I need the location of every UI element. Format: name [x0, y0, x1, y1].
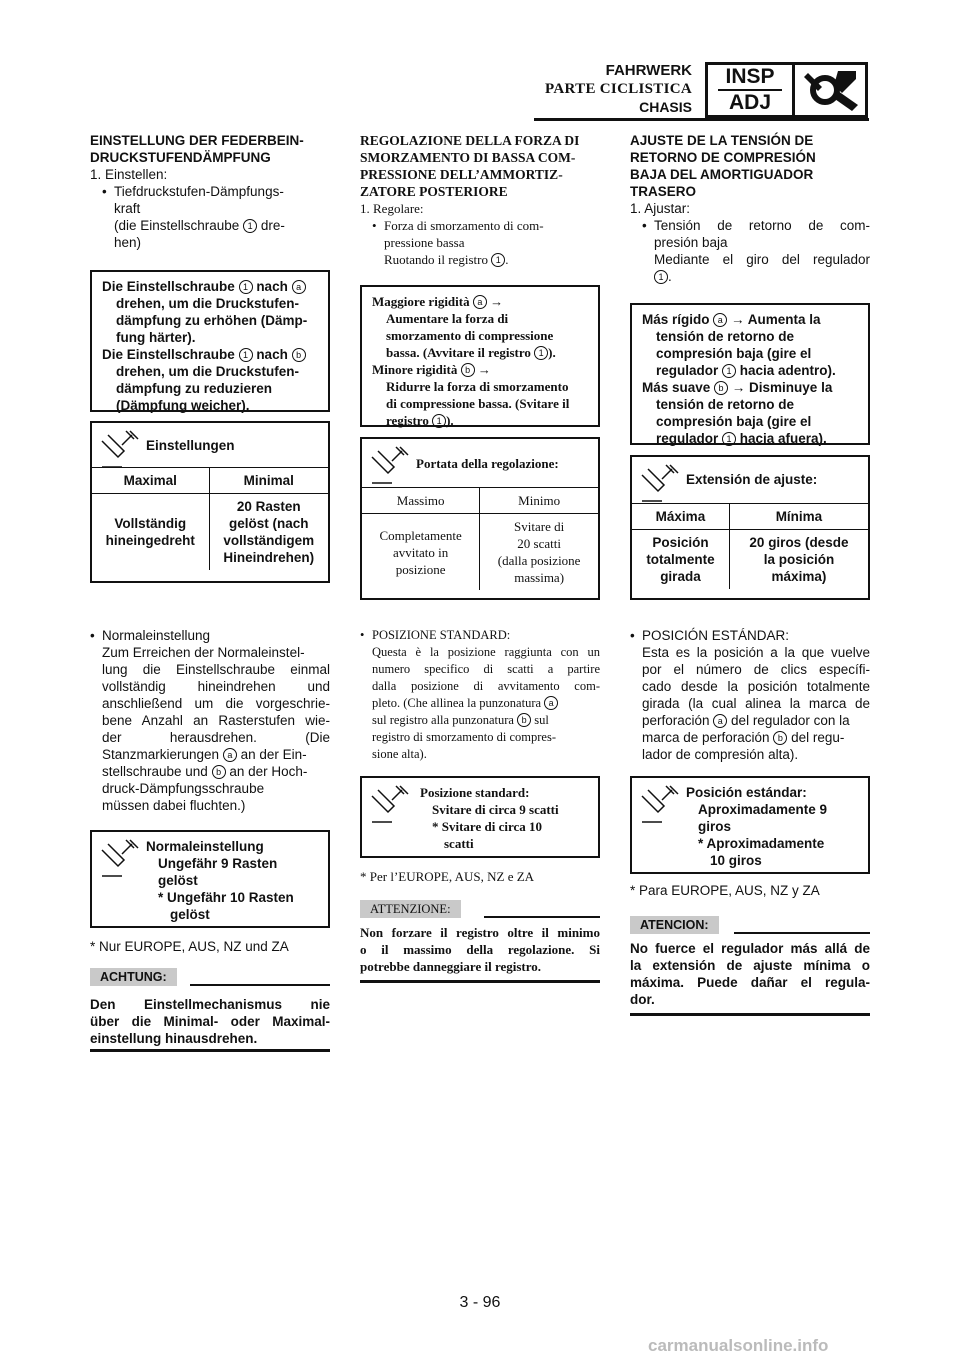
title-es: CHASIS: [639, 99, 692, 115]
caution-es: ATENCION:: [630, 916, 870, 934]
title-it: PARTE CICLISTICA: [545, 81, 692, 97]
spec-title-de: Einstellungen: [146, 438, 235, 453]
caution-text-es: No fuerce el regulador más allá de la extensión de ajuste mínima o máxima. Puede dañar el regula- dor.: [630, 941, 870, 1007]
badge-insp: INSP: [725, 65, 775, 88]
spec-table-de: Einstellungen Maximal Minimal Vollständig hineingedreht 20 Rasten gelöst (nach vollständigem Hineindrehen): [90, 421, 330, 583]
section-titles: [545, 62, 692, 116]
adjust-box-es: Más rígido a → Aumenta la tensión de retorno de compresión baja (gire el regulador 1 hacia adentro). Más suave b → Disminuye la tensión de retorno de compresión baja (gire el regulador 1 hacia afuera).: [630, 303, 870, 445]
badge-adj: ADJ: [728, 91, 771, 114]
caution-text-it: Non forzare il registro oltre il minimo o il massimo della regolazione. Si potrebbe danneggiare il registro.: [360, 925, 600, 974]
adjust-box-it: Maggiore rigidità a → Aumentare la forza di smorzamento di compressione bassa. (Avvitare il registro 1 ). Minore rigidità b → Ridurre la forza di smorzamento di compressione bassa. (Svitare il registro 1 ).: [360, 285, 600, 427]
footer-watermark: carmanualsonline.info: [648, 1336, 829, 1355]
spec-tool-icon: [98, 427, 142, 471]
spec-tool-icon: [98, 836, 142, 880]
wrench-icon: [795, 65, 865, 115]
caution-end-rule-es: [630, 1013, 870, 1016]
standard-text-it: • POSIZIONE STANDARD: Questa è la posizione raggiunta con un numero specifico di scatti a partire dalla posizione di avvitamento com- pleto. (Che allinea la punzonatura a sul registro alla punzonatura b sul registro di smorzamento di compres- sione alta).: [360, 627, 600, 763]
column-spanish: [630, 132, 870, 285]
header-rule: [534, 118, 869, 121]
standard-text-es: • POSICIÓN ESTÁNDAR: Esta es la posición a la que vuelve por el número de clics específi- cado desde la posición totalmente girada (la cual alinea la marca de perforación a del regulador con la marca de perforación b del regu- lador de compresión alta).: [630, 627, 870, 763]
step-es: 1. Ajustar:: [630, 201, 691, 216]
standard-box-de: Normaleinstellung Ungefähr 9 Rasten gelöst * Ungefähr 10 Rasten gelöst: [90, 830, 330, 928]
bullet-it: • Forza di smorzamento di com- pressione bassa Ruotando il registro 1 .: [372, 217, 600, 268]
caution-end-rule-de: [90, 1049, 330, 1052]
spec-title-es: Extensión de ajuste:: [686, 472, 818, 487]
spec-tool-icon: [368, 782, 412, 826]
caution-end-rule-it: [360, 980, 600, 983]
heading-it: REGOLAZIONE DELLA FORZA DI SMORZAMENTO DI BASSA COM- PRESSIONE DELL’AMMORTIZ- ZATORE POSTERIORE: [360, 133, 580, 199]
insp-adj-badge: [705, 62, 868, 118]
bullet-es: • Tensión de retorno de com- presión baja Mediante el giro del regulador 1 .: [642, 217, 870, 285]
spec-tool-icon: [638, 461, 682, 505]
adjust-box-de: Die Einstellschraube 1 nach a drehen, um die Druckstufen- dämpfung zu erhöhen (Dämp- fung härter). Die Einstellschraube 1 nach b drehen, um die Druckstufen- dämpfung zu reduzieren (Dämpfung weicher).: [90, 270, 330, 412]
standard-box-it: Posizione standard: Svitare di circa 9 scatti * Svitare di circa 10 scatti: [360, 776, 600, 858]
spec-table-es: Extensión de ajuste: Máxima Mínima Posición totalmente girada 20 giros (desde la posición máxima): [630, 455, 870, 600]
spec-title-it: Portata della regolazione:: [416, 456, 559, 471]
caution-de: ACHTUNG:: [90, 968, 330, 986]
caution-it: ATTENZIONE:: [360, 900, 600, 918]
step-it: 1. Regolare:: [360, 201, 424, 216]
standard-text-de: • Normaleinstellung Zum Erreichen der Normaleinstel- lung die Einstellschraube einmal vollständig hineindrehen und anschließend um die vorgeschrie- bene Anzahl an Rasterstufen wie- der herausdrehen. (Die Stanzmarkierungen a an der Ein- stellschraube und b an der Hoch- druck-Dämpfungsschraube müssen dabei fluchten.): [90, 627, 330, 814]
column-german: [90, 132, 330, 251]
spec-table-it: Portata della regolazione: Massimo Minimo Completamente avvitato in posizione Svitare di 20 scatti (dalla posizione massima): [360, 437, 600, 600]
title-de: FAHRWERK: [605, 62, 692, 79]
standard-box-es: Posición estándar: Aproximadamente 9 giros * Aproximadamente 10 giros: [630, 776, 870, 874]
caution-text-de: Den Einstellmechanismus nie über die Minimal- oder Maximal- einstellung hinausdrehen.: [90, 997, 330, 1046]
note-de: * Nur EUROPE, AUS, NZ und ZA: [90, 939, 289, 954]
marker-1: 1: [243, 219, 257, 233]
heading-es: AJUSTE DE LA TENSIÓN DE RETORNO DE COMPRESIÓN BAJA DEL AMORTIGUADOR TRASERO: [630, 133, 816, 199]
column-italian: [360, 132, 600, 268]
step-de: 1. Einstellen:: [90, 167, 168, 182]
bullet-de: • Tiefdruckstufen-Dämpfungs- kraft (die Einstellschraube 1 dre- hen): [102, 183, 330, 251]
page-number: 3 - 96: [459, 1294, 501, 1311]
spec-tool-icon: [638, 782, 682, 826]
note-es: * Para EUROPE, AUS, NZ y ZA: [630, 883, 820, 898]
spec-tool-icon: [368, 443, 412, 487]
heading-de: EINSTELLUNG DER FEDERBEIN- DRUCKSTUFENDÄMPFUNG: [90, 133, 304, 165]
note-it: * Per l’EUROPE, AUS, NZ e ZA: [360, 869, 535, 884]
